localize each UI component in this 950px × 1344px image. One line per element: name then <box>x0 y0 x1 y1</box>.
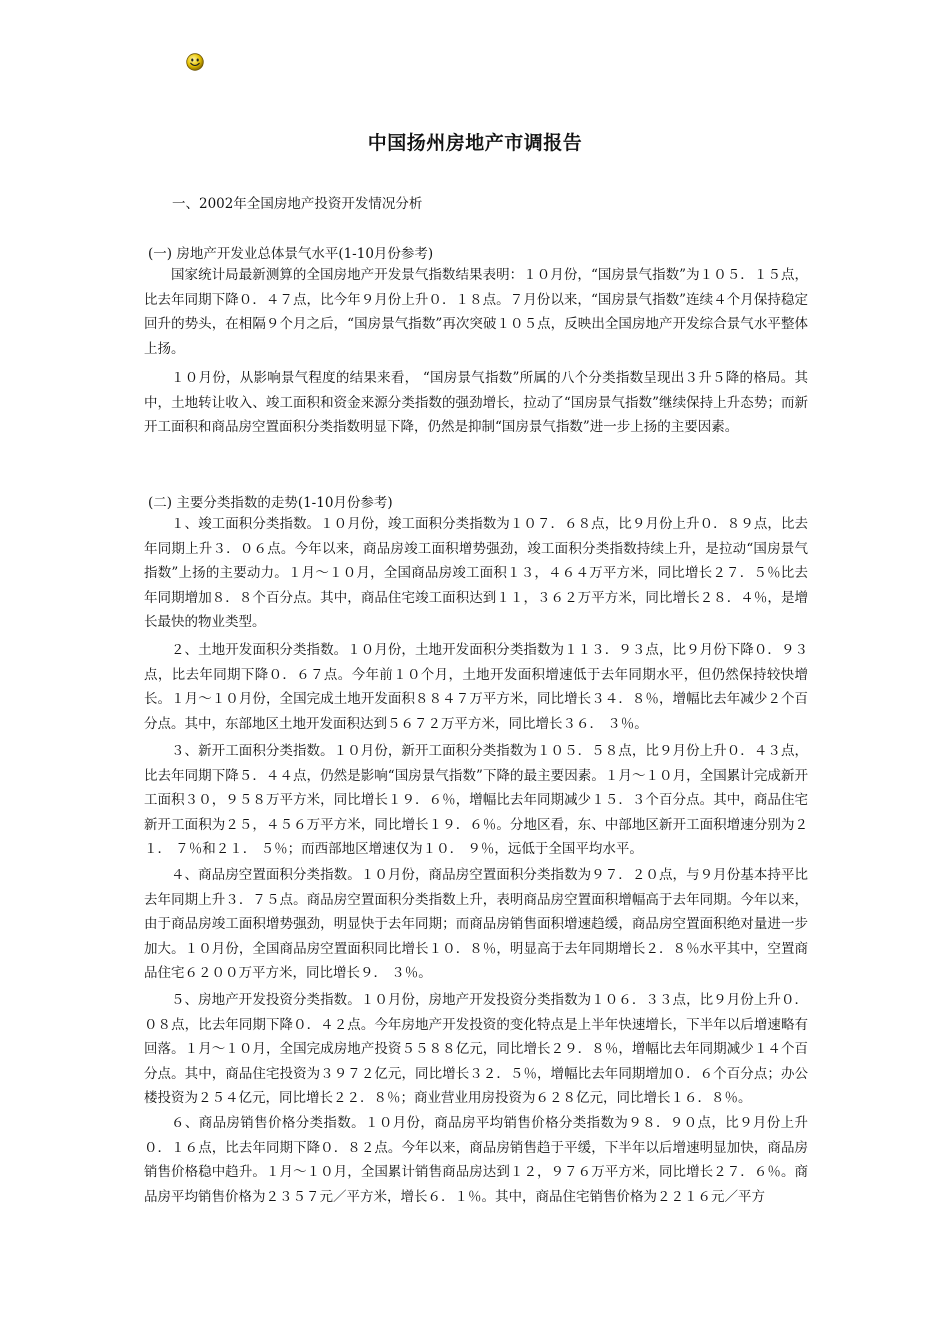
section-2-heading: (二) 主要分类指数的走势(1-10月份参考) <box>148 495 393 511</box>
sales-price-index-paragraph: ６、商品房销售价格分类指数。１０月份，商品房平均销售价格分类指数为９８．９０点，比９月份上升０．１６点，比去年同期下降０．８２点。今年以来，商品房销售趋于平缓，下半年以后增速明显加快，商品房销售价格稳中趋升。１月～１０月，全国累计销售商品房达到１２，９７６万平方米，同比增长２７．６％。商品房平均销售价格为２３５７元／平方米，增长６．１％。其中，商品住宅销售价格为２２１６元／平方 <box>144 1115 808 1205</box>
vacant-area-index-paragraph: ４、商品房空置面积分类指数。１０月份，商品房空置面积分类指数为９７．２０点，与９月份基本持平比去年同期上升３．７５点。商品房空置面积分类指数上升，表明商品房空置面积增幅高于去年同期。今年以来，由于商品房竣工面积增势强劲，明显快于去年同期；而商品房销售面积增速趋缓，商品房空置面积绝对量进一步加大。１０月份，全国商品房空置面积同比增长１０．８％，明显高于去年同期增长２．８％水平其中，空置商品住宅６２００万平方米，同比增长９． ３％。 <box>144 867 808 981</box>
smiley-face-icon <box>186 53 204 71</box>
new-construction-index-paragraph: ３、新开工面积分类指数。１０月份，新开工面积分类指数为１０５．５８点，比９月份上升０．４３点，比去年同期下降５．４４点，仍然是影响“国房景气指数”下降的最主要因素。１月～１０月，全国累计完成新开工面积３０，９５８万平方米，同比增长１９．６％，增幅比去年同期减少１５．３个百分点。其中，商品住宅新开工面积为２５，４５６万平方米，同比增长１９．６％。分地区看，东、中部地区新开工面积增速分别为２１． ７％和２１． ５％；而西部地区增速仅为１０． ９％，远低于全国平均水平。 <box>144 743 808 857</box>
section-1-paragraph: １０月份，从影响景气程度的结果来看， “国房景气指数”所属的八个分类指数呈现出３升５降的格局。其中，土地转让收入、竣工面积和资金来源分类指数的强劲增长，拉动了“国房景气指数”继续保持上升态势；而新开工面积和商品房空置面积分类指数明显下降，仍然是抑制“国房景气指数”进一步上扬的主要因素。 <box>144 370 808 435</box>
document-title: 中国扬州房地产市调报告 <box>367 132 583 154</box>
land-development-index-paragraph: ２、土地开发面积分类指数。１０月份，土地开发面积分类指数为１１３．９３点，比９月份下降０．９３点，比去年同期下降０．６７点。今年前１０个月，土地开发面积增速低于去年同期水平，但仍然保持较快增长。１月～１０月份，全国完成土地开发面积８８４７万平方米，同比增长３４．８％，增幅比去年减少２个百分点。其中，东部地区土地开发面积达到５６７２万平方米，同比增长３６． ３％。 <box>144 642 808 732</box>
investment-index-paragraph: ５、房地产开发投资分类指数。１０月份，房地产开发投资分类指数为１０６．３３点，比９月份上升０．０８点，比去年同期下降０．４２点。今年房地产开发投资的变化特点是上半年快速增长，下半年以后增速略有回落。１月～１０月，全国完成房地产投资５５８８亿元，同比增长２９．８％，增幅比去年同期减少１４个百分点。其中，商品住宅投资为３９７２亿元，同比增长３２．５％，增幅比去年同期增加０．６个百分点；办公楼投资为２５４亿元，同比增长２２．８％；商业营业用房投资为６２８亿元，同比增长１６．８％。 <box>144 992 808 1106</box>
section-1-paragraph: 国家统计局最新测算的全国房地产开发景气指数结果表明：１０月份，“国房景气指数”为１０５．１５点，比去年同期下降０．４７点，比今年９月份上升０．１８点。７月份以来，“国房景气指数”连续４个月保持稳定回升的势头，在相隔９个月之后，“国房景气指数”再次突破１０５点，反映出全国房地产开发综合景气水平整体上扬。 <box>144 267 808 357</box>
section-1-heading: (一) 房地产开发业总体景气水平(1-10月份参考) <box>148 246 434 262</box>
completed-area-index-paragraph: １、竣工面积分类指数。１０月份，竣工面积分类指数为１０７．６８点，比９月份上升０．８９点，比去年同期上升３．０６点。今年以来，商品房竣工面积增势强劲，竣工面积分类指数持续上升，是拉动“国房景气指数”上扬的主要动力。１月～１０月，全国商品房竣工面积１３，４６４万平方米，同比增长２７．５％比去年同期增加８．８个百分点。其中，商品住宅竣工面积达到１１，３６２万平方米，同比增长２８．４％，是增长最快的物业类型。 <box>144 516 808 630</box>
main-section-heading: 一、2002年全国房地产投资开发情况分析 <box>172 196 423 212</box>
